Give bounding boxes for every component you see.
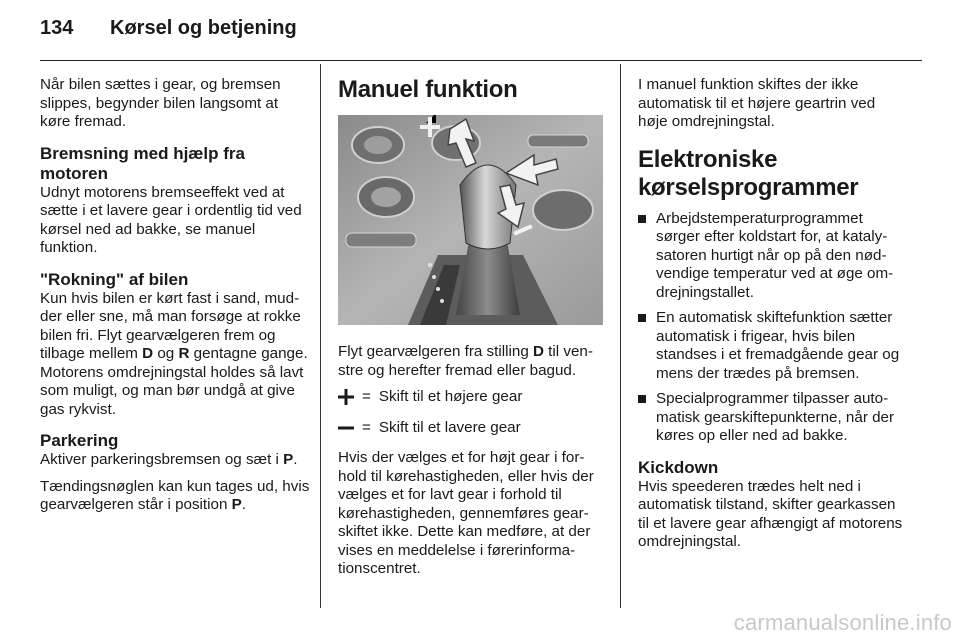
move-selector-paragraph bbox=[338, 343, 603, 380]
rocking-text-and: og bbox=[153, 345, 179, 362]
rocking-paragraph bbox=[40, 290, 310, 420]
braking-paragraph: Udnyt motorens bremseeffekt ved at sætte i et lavere gear i ordentlig tid ved kørsel ned ad bakke, se manuel funktion. bbox=[40, 183, 302, 256]
column-middle bbox=[338, 76, 603, 587]
page-header bbox=[40, 17, 920, 47]
legend-equals: = bbox=[362, 388, 371, 405]
header-divider bbox=[40, 60, 922, 61]
legend-equals: = bbox=[362, 418, 371, 436]
move-gear-d-label: D bbox=[532, 343, 544, 360]
section-title: Kørsel og betjening bbox=[110, 17, 297, 39]
list-item-text: Specialprogrammer tilpasser automatisk gearskiftepunkterne, når der køres op eller ned ad bakke. bbox=[656, 390, 895, 444]
gear-p-label: P bbox=[283, 451, 294, 468]
bullet-icon bbox=[638, 395, 646, 403]
column-divider-right bbox=[620, 64, 621, 608]
parking-text-end: . bbox=[293, 451, 298, 468]
upshift-legend bbox=[338, 388, 603, 407]
kickdown-paragraph: Hvis speederen trædes helt ned i automatisk tilstand, skifter gearkassen til et lavere gear afhængigt af motorens omdrejningstal. bbox=[638, 477, 903, 550]
parking-text: Aktiver parkeringsbremsen og sæt i bbox=[40, 451, 284, 468]
gear-d-label: D bbox=[142, 345, 154, 362]
braking-heading: Bremsning med hjælp fra motoren bbox=[40, 143, 245, 183]
key-gear-p-label: P bbox=[231, 496, 242, 513]
column-left bbox=[40, 76, 310, 523]
manual-mode-paragraph: I manuel funktion skiftes der ikke automatisk til et højere geartrin ved høje omdrejningstal. bbox=[638, 76, 876, 130]
gear-selector-illustration bbox=[338, 115, 603, 325]
bullet-icon bbox=[638, 314, 646, 322]
gear-r-label: R bbox=[178, 345, 190, 362]
plus-icon bbox=[338, 389, 354, 405]
list-item bbox=[638, 309, 906, 383]
electronic-heading-line1: Elektroniske bbox=[638, 145, 778, 173]
rocking-text-end: gentagne gange. Motorens omdrejningstal holdes så lavt som muligt, og man bør undgå at give gas rykvist. bbox=[40, 345, 308, 418]
manual-mode-heading: Manuel funktion bbox=[338, 76, 518, 103]
electronic-heading-line2: kørselsprogrammer bbox=[638, 173, 859, 201]
parking-heading: Parkering bbox=[40, 431, 119, 450]
move-text-end: til venstre og herefter fremad eller bagud. bbox=[338, 343, 593, 379]
electronic-programs-heading bbox=[638, 146, 906, 202]
minus-icon bbox=[338, 420, 354, 436]
column-right bbox=[638, 76, 906, 560]
kickdown-heading: Kickdown bbox=[638, 457, 719, 477]
rocking-text-start: Kun hvis bilen er kørt fast i sand, mudder eller sne, må man forsøge at rokke bilen fri. Flyt gearvælgeren frem og tilbage mellem bbox=[40, 289, 301, 362]
move-text-start: Flyt gearvælgeren fra stilling bbox=[338, 343, 533, 360]
list-item bbox=[638, 390, 906, 446]
upshift-label: Skift til et højere gear bbox=[378, 388, 523, 405]
key-text-end: . bbox=[241, 496, 247, 513]
downshift-label: Skift til et lavere gear bbox=[378, 418, 521, 436]
list-item-text: Arbejdstemperaturprogrammet sørger efter koldstart for, at katalysatoren hurtigt når op på den nødvendige temperatur ved at øge omdrejningstallet. bbox=[656, 209, 894, 301]
bullet-icon bbox=[638, 215, 646, 223]
parking-paragraph bbox=[40, 451, 310, 470]
rocking-heading: "Rokning" af bilen bbox=[40, 269, 189, 289]
page-number: 134 bbox=[40, 17, 74, 39]
key-paragraph bbox=[40, 478, 310, 515]
gear-shift-paragraph: Hvis der vælges et for højt gear i forhold til kørehastigheden, eller hvis der vælges et for lavt gear i forhold til kørehastigheden, gennemføres gearskiftet ikke. Dette kan medføre, at der vises en meddelelse i førerinformationscentret. bbox=[338, 449, 594, 577]
programs-list bbox=[638, 210, 906, 446]
downshift-legend bbox=[338, 419, 603, 438]
column-divider-left bbox=[320, 64, 321, 608]
intro-paragraph: Når bilen sættes i gear, og bremsen slippes, begynder bilen langsomt at køre fremad. bbox=[40, 76, 281, 130]
list-item bbox=[638, 210, 906, 303]
key-text: Tændingsnøglen kan kun tages ud, hvis gearvælgeren står i position bbox=[40, 477, 310, 513]
list-item-text: En automatisk skiftefunktion sætter automatisk i frigear, hvis bilen standses i et fremadgående gear og mens der trædes på bremsen. bbox=[656, 309, 900, 382]
watermark: carmanualsonline.info bbox=[733, 610, 952, 635]
